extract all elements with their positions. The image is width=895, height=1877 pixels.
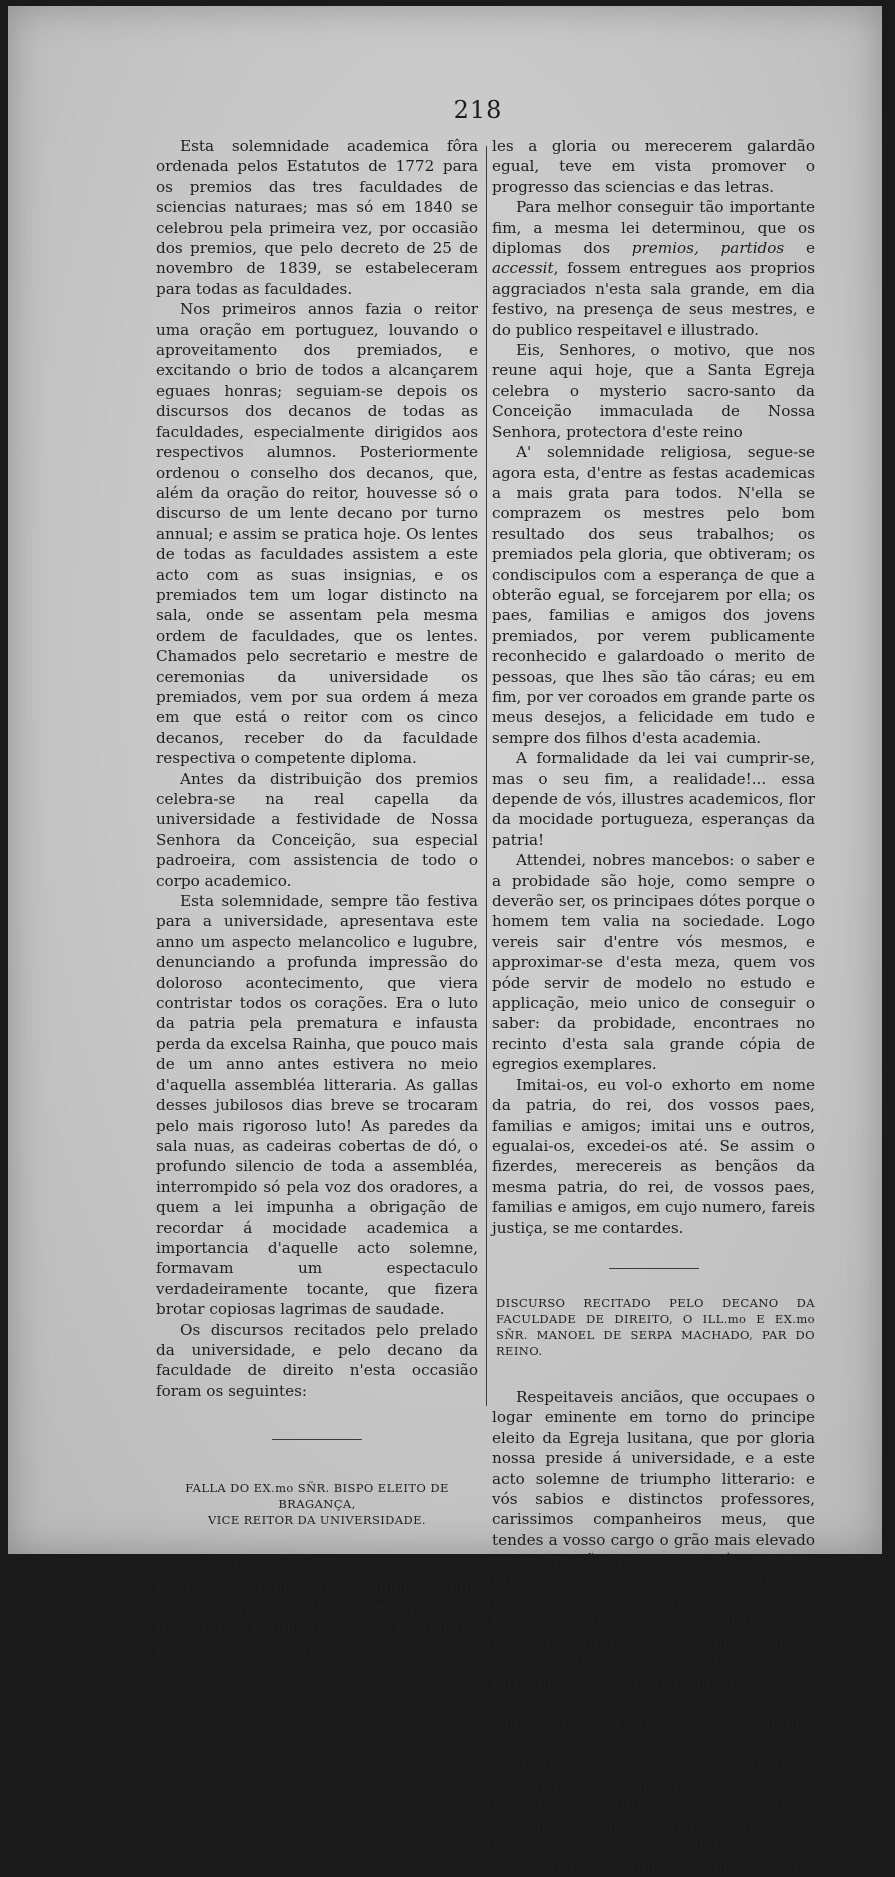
paragraph-text: e	[784, 239, 815, 258]
speech-paragraph	[156, 1556, 478, 1658]
right-column	[492, 136, 815, 1877]
italic-text: premios, partidos	[631, 239, 785, 258]
paragraph: A formalidade da lei vai cumprir-se, mas o seu fim, a realidade!... essa depende de vós, illustres academicos, flor da mocidade portugueza, esperanças da patria!	[492, 749, 815, 849]
speech-heading-line1: FALLA DO EX.mo SÑR. BISPO ELEITO DE BRAGANÇA,	[185, 1481, 449, 1512]
speech-paragraph: A arvore das sciencias e da sabedoria é uma arvore tão antiga como o mundo, e permitta-se o dizel-o, é uma arvore cosmopolita, que tem prosperado em todo o universo habitado, quer successiva, quer simultaneamente, sem	[492, 1755, 815, 1876]
paragraph: Attendei, nobres mancebos: o saber e a probidade são hoje, como sempre o deverão ser, os principaes dótes porque o homem tem valia na sociedade. Logo vereis sair d'entre vós mesmos, e approximar-se d'esta meza, quem vos póde servir de modelo no estudo e applicação, meio unico de conseguir o saber: da probidade, encontraes no recinto d'esta sala grande cópia de egregios exemplares.	[492, 851, 815, 1074]
speech-heading	[156, 1480, 478, 1528]
section-separator	[609, 1268, 699, 1269]
left-column	[156, 136, 478, 1658]
speech-paragraph: Respeitaveis anciãos, que occupaes o logar eminente em torno do principe eleito da Egreja lusitana, que por gloria nossa preside á universidade, e a este acto solemne de triumpho litterario: e vós sabios e distinctos professores, carissimos companheiros meus, que tendes a vosso cargo o grão mais elevado da instrucção publica; e vós tambem preciosos mancebos, que concurreis a receber o testimunho publico do vosso distincto merecimento, que outros como vós esperam obter nos annos subsequentes; e bem assim todos os que formam cortejo tão brilhante a esta scientifica reunião; relevae, que eu solicite a vossa attenção em assumpto tão digno della.	[492, 1387, 815, 1753]
paragraph: Os discursos recitados pelo prelado da universidade, e pelo decano da faculdade de direito n'esta occasião foram os seguintes:	[156, 1320, 478, 1400]
paragraph: Antes da distribuição dos premios celebra-se na real capella da universidade a festividade de Nossa Senhora da Conceição, sua especial padroeira, com assistencia de todo o corpo academico.	[156, 769, 478, 890]
paragraph-text: , fossem entregues aos proprios aggraciados n'esta sala grande, em dia festivo, na presença de seus mestres, e do publico respeitavel e illustrado.	[492, 259, 815, 339]
page-number: 218	[453, 96, 503, 124]
paragraph: Nos primeiros annos fazia o reitor uma oração em portuguez, louvando o aproveitamento dos premiados, e excitando o brio de todos a alcançarem eguaes honras; seguiam-se depois os discursos dos decanos de todas as faculdades, especialmente dirigidos aos respectivos alumnos. Posteriormente ordenou o conselho dos decanos, que, além da oração do reitor, houvesse só o discurso de um lente decano por turno annual; e assim se pratica hoje. Os lentes de todas as faculdades assistem a este acto com as suas insignias, e os premiados tem um logar distincto na sala, onde se assentam pela mesma ordem de faculdades, que os lentes. Chamados pelo secretario e mestre de ceremonias da universidade os premiados, vem por sua ordem á meza em que está o reitor com os cinco decanos, receber do da faculdade respectiva o competente diploma.	[156, 300, 478, 768]
paragraph: Eis, Senhores, o motivo, que nos reune aqui hoje, que a Santa Egreja celebra o mysterio sacro-santo da Conceição immaculada de Nossa Senhora, protectora d'este reino	[492, 341, 815, 441]
column-divider	[486, 146, 487, 1406]
speech-opening: Senhores!	[156, 1557, 242, 1576]
paragraph: Esta solemnidade, sempre tão festiva para a universidade, apresentava este anno um aspecto melancolico e lugubre, denunciando a profunda impressão do doloroso acontecimento, que viera contristar todos os corações. Era o luto da patria pela prematura e infausta perda da excelsa Rainha, que pouco mais de um anno antes estivera no meio d'aquella assembléa litteraria. As gallas desses jubilosos dias breve se trocaram pelo mais rigoroso luto! As paredes da sala nuas, as cadeiras cobertas de dó, o profundo silencio de toda a assembléa, interrompido só pela voz dos oradores, a quem a lei impunha a obrigação de recordar á mocidade academica a importancia d'aquelle acto solemne, formavam um espectaculo verdadeiramente tocante, que fizera brotar copiosas lagrimas de saudade.	[156, 892, 478, 1319]
italic-text: accessit	[492, 259, 554, 278]
scanned-page	[8, 6, 882, 1876]
paragraph: A' solemnidade religiosa, segue-se agora esta, d'entre as festas academicas a mais grata para todos. N'ella se comprazem os mestres pelo bom resultado dos seus trabalhos; os premiados pela gloria, que obtiveram; os condiscipulos com a esperança de que a obterão egual, se forcejarem por ella; os paes, familias e amigos dos jovens premiados, por verem publicamente reconhecido e galardoado o merito de pessoas, que lhes são tão cáras; eu em fim, por ver coroados em grande parte os meus desejos, a felicidade em tudo e sempre dos filhos d'esta academia.	[492, 443, 815, 747]
paragraph: Imitai-os, eu vol-o exhorto em nome da patria, do rei, dos vossos paes, familias e amigos; imitai uns e outros, egualai-os, excedei-os até. Se assim o fizerdes, merecereis as bençãos da mesma patria, do rei, de vossos paes, familias e amigos, em cujo numero, fareis justiça, se me contardes.	[492, 1075, 815, 1237]
speech-heading-line2: VICE REITOR DA UNIVERSIDADE.	[208, 1513, 426, 1528]
section-separator	[272, 1439, 362, 1440]
paragraph	[492, 197, 815, 340]
paragraph: les a gloria ou merecerem galardão egual, teve em vista promover o progresso das sciencias e das letras.	[492, 137, 815, 196]
paragraph-text: Para melhor conseguir tão importante fim, a mesma lei determinou, que os diplomas dos	[492, 198, 815, 258]
paragraph: Esta solemnidade academica fôra ordenada pelos Estatutos de 1772 para os premios das tres faculdades de sciencias naturaes; mas só em 1840 se celebrou pela primeira vez, por occasião dos premios, que pelo decreto de 25 de novembro de 1839, se estabeleceram para todas as faculdades.	[156, 137, 478, 298]
speech-heading: DISCURSO RECITADO PELO DECANO DA FACULDADE DE DIREITO, O ILL.mo E EX.mo SÑR. MANOEL DE SERPA MACHADO, PAR DO REINO.	[496, 1295, 815, 1358]
speech-text: A lei universitaria, conferindo honras e premios aos alumnos, que sobresaem por seu tallento e applicação, e excitando assim a emulação dos outros para disputarem áquel-	[156, 1557, 479, 1657]
